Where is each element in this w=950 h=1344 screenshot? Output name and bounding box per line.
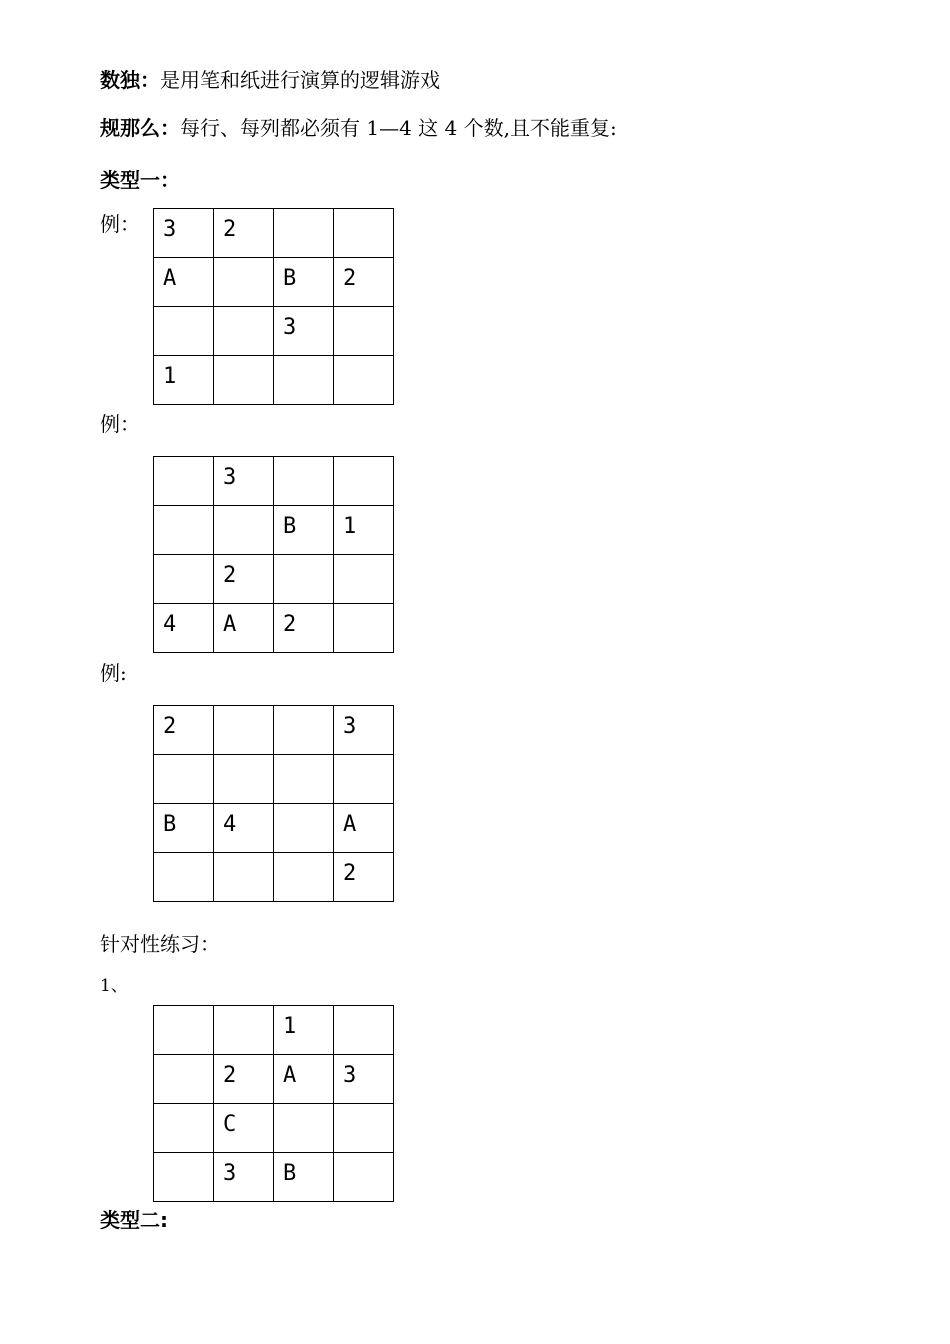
grid-cell: 1 bbox=[154, 356, 214, 405]
grid-cell: 4 bbox=[214, 804, 274, 853]
grid-row bbox=[154, 1104, 394, 1153]
grid-cell bbox=[334, 755, 394, 804]
grid-cell bbox=[334, 604, 394, 653]
grid-cell: A bbox=[154, 258, 214, 307]
intro-term: 数独： bbox=[100, 68, 160, 92]
example-label: 例: bbox=[100, 661, 127, 685]
grid-cell bbox=[334, 1104, 394, 1153]
grid-row bbox=[154, 1055, 394, 1104]
rules-term: 规那么： bbox=[100, 116, 180, 140]
grid-cell: 1 bbox=[274, 1006, 334, 1055]
rules-line bbox=[100, 116, 617, 140]
grid-row bbox=[154, 307, 394, 356]
grid-cell: 3 bbox=[154, 209, 214, 258]
grid-cell bbox=[274, 706, 334, 755]
grid-cell: 2 bbox=[334, 258, 394, 307]
grid-cell bbox=[214, 307, 274, 356]
grid-cell: 2 bbox=[214, 209, 274, 258]
example-label: 例： bbox=[100, 212, 140, 236]
grid-cell bbox=[274, 356, 334, 405]
grid-cell bbox=[334, 1153, 394, 1202]
practice-label: 1、 bbox=[100, 976, 128, 996]
grid-cell bbox=[274, 755, 334, 804]
grid-cell: 2 bbox=[214, 555, 274, 604]
grid-cell bbox=[154, 506, 214, 555]
grid-cell bbox=[274, 209, 334, 258]
grid-row bbox=[154, 1153, 394, 1202]
grid-cell bbox=[154, 555, 214, 604]
grid-cell bbox=[214, 755, 274, 804]
grid-cell: 3 bbox=[274, 307, 334, 356]
intro-definition: 是用笔和纸进行演算的逻辑游戏 bbox=[160, 68, 440, 92]
grid-row bbox=[154, 1006, 394, 1055]
grid-cell bbox=[334, 457, 394, 506]
practice-heading: 针对性练习： bbox=[100, 932, 220, 956]
grid-cell: 1 bbox=[334, 506, 394, 555]
grid-cell bbox=[214, 356, 274, 405]
rules-text: 每行、每列都必须有 1—4 这 4 个数,且不能重复: bbox=[180, 116, 617, 140]
grid-cell bbox=[334, 307, 394, 356]
grid-cell bbox=[334, 1006, 394, 1055]
grid-row bbox=[154, 755, 394, 804]
grid-cell bbox=[274, 555, 334, 604]
grid-cell: A bbox=[214, 604, 274, 653]
grid-cell bbox=[154, 307, 214, 356]
grid-row bbox=[154, 258, 394, 307]
intro-line bbox=[100, 68, 440, 92]
grid-row bbox=[154, 457, 394, 506]
sudoku-grid-example-1 bbox=[153, 208, 394, 405]
grid-cell bbox=[154, 1104, 214, 1153]
grid-cell: B bbox=[154, 804, 214, 853]
grid-row bbox=[154, 356, 394, 405]
example-label: 例： bbox=[100, 412, 140, 436]
grid-cell bbox=[214, 258, 274, 307]
grid-cell bbox=[274, 457, 334, 506]
grid-cell: A bbox=[274, 1055, 334, 1104]
grid-cell bbox=[154, 1055, 214, 1104]
grid-cell bbox=[274, 804, 334, 853]
grid-row bbox=[154, 706, 394, 755]
grid-cell bbox=[334, 356, 394, 405]
grid-cell bbox=[154, 1006, 214, 1055]
grid-cell: 2 bbox=[274, 604, 334, 653]
grid-cell bbox=[274, 1104, 334, 1153]
grid-cell bbox=[154, 755, 214, 804]
grid-row bbox=[154, 506, 394, 555]
sudoku-grid-example-3 bbox=[153, 705, 394, 902]
grid-cell: B bbox=[274, 258, 334, 307]
grid-cell: A bbox=[334, 804, 394, 853]
grid-row bbox=[154, 853, 394, 902]
grid-cell: 3 bbox=[334, 706, 394, 755]
grid-cell: B bbox=[274, 506, 334, 555]
sudoku-grid-example-2 bbox=[153, 456, 394, 653]
grid-cell: 2 bbox=[214, 1055, 274, 1104]
grid-cell: 2 bbox=[154, 706, 214, 755]
grid-cell bbox=[214, 1006, 274, 1055]
grid-cell bbox=[214, 506, 274, 555]
grid-cell bbox=[214, 706, 274, 755]
grid-cell bbox=[154, 457, 214, 506]
grid-row bbox=[154, 804, 394, 853]
grid-cell: 2 bbox=[334, 853, 394, 902]
grid-cell bbox=[334, 209, 394, 258]
grid-row bbox=[154, 555, 394, 604]
grid-cell: 3 bbox=[334, 1055, 394, 1104]
grid-cell bbox=[154, 1153, 214, 1202]
grid-row bbox=[154, 604, 394, 653]
type1-heading: 类型一： bbox=[100, 168, 180, 192]
grid-cell bbox=[334, 555, 394, 604]
grid-cell bbox=[274, 853, 334, 902]
grid-cell bbox=[214, 853, 274, 902]
sudoku-grid-practice-1 bbox=[153, 1005, 394, 1202]
type2-heading: 类型二: bbox=[100, 1208, 168, 1232]
grid-cell: 3 bbox=[214, 457, 274, 506]
grid-cell: 3 bbox=[214, 1153, 274, 1202]
grid-cell bbox=[154, 853, 214, 902]
grid-cell: C bbox=[214, 1104, 274, 1153]
grid-cell: B bbox=[274, 1153, 334, 1202]
grid-cell: 4 bbox=[154, 604, 214, 653]
grid-row bbox=[154, 209, 394, 258]
